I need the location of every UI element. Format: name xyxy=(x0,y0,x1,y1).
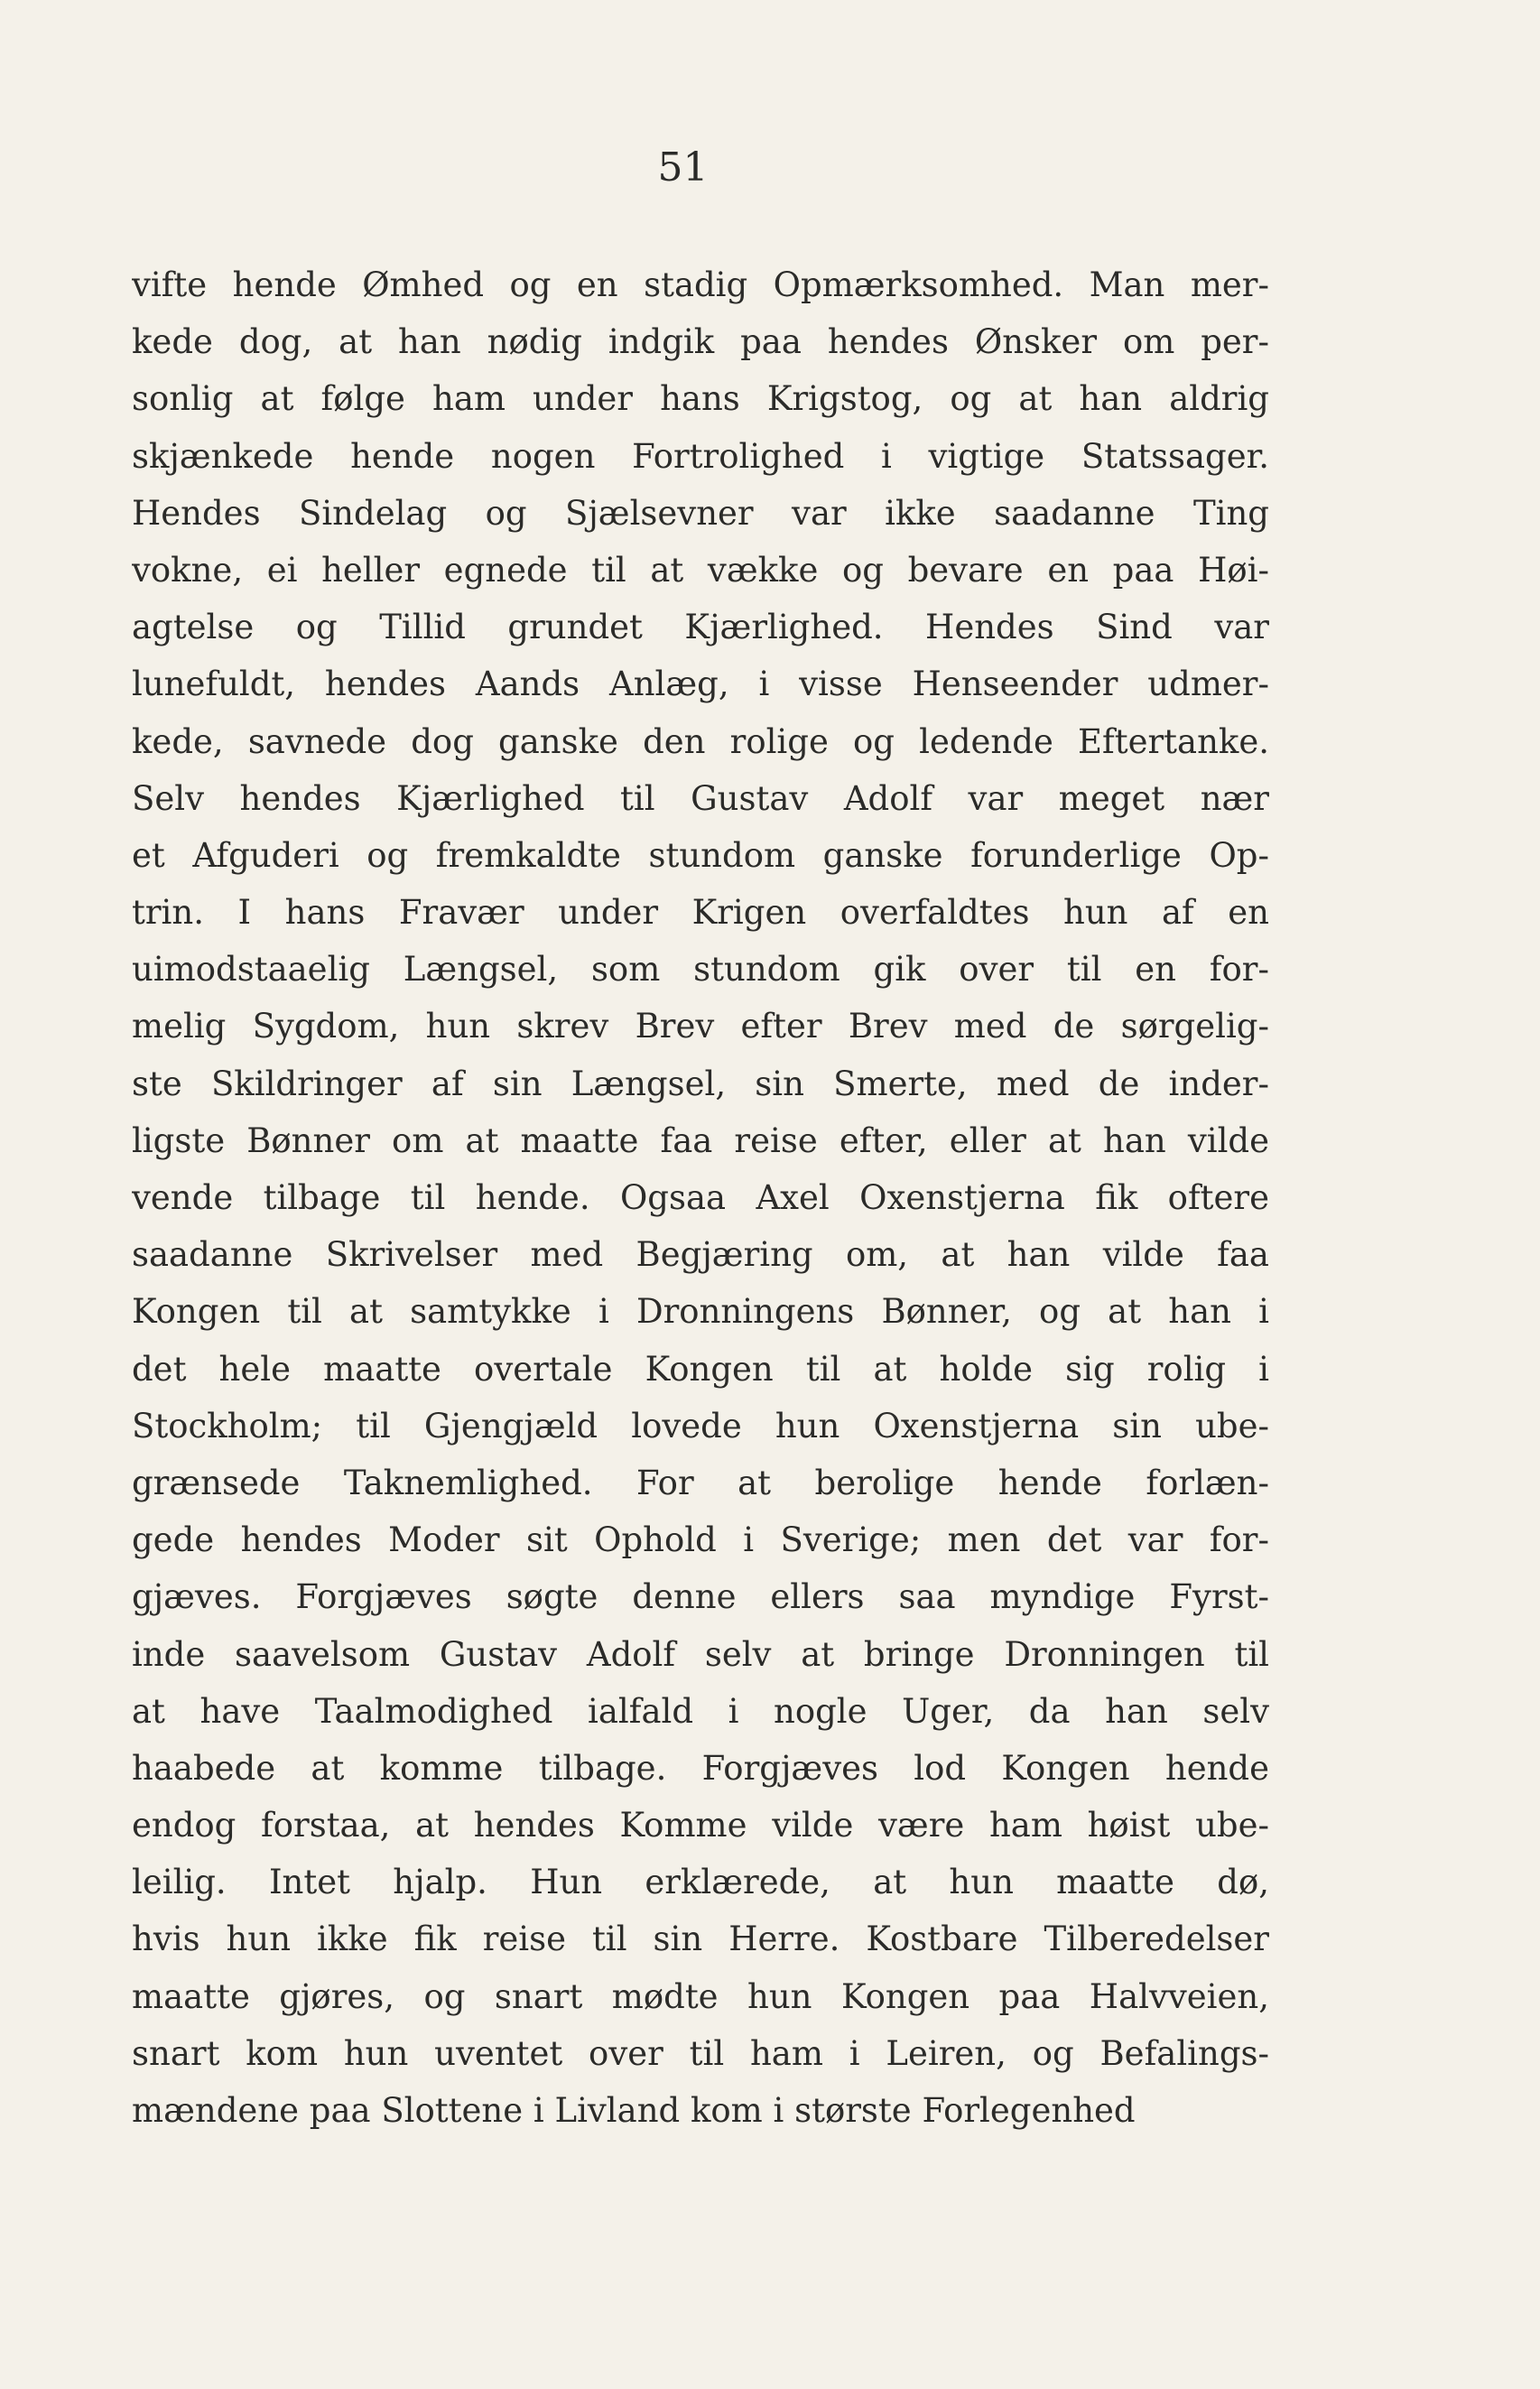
text-line: trin. I hans Fravær under Krigen overfaldtes hun af en xyxy=(132,893,1269,933)
text-line: mændene paa Slottene i Livland kom i største Forlegenhed xyxy=(132,2091,1136,2130)
text-line: vokne, ei heller egnede til at vække og bevare en paa Høi- xyxy=(132,550,1269,590)
text-line: saadanne Skrivelser med Begjæring om, at han vilde faa xyxy=(132,1235,1269,1275)
text-line: Stockholm; til Gjengjæld lovede hun Oxenstjerna sin ube- xyxy=(132,1406,1269,1445)
text-line: leilig. Intet hjalp. Hun erklærede, at hun maatte dø, xyxy=(132,1863,1269,1902)
text-line: hvis hun ikke fik reise til sin Herre. Kostbare Tilberedelser xyxy=(132,1920,1269,1959)
text-line: maatte gjøres, og snart mødte hun Kongen paa Halvveien, xyxy=(132,1976,1269,2016)
text-line: det hele maatte overtale Kongen til at holde sig rolig i xyxy=(132,1349,1269,1389)
body-text xyxy=(132,256,1269,2139)
text-line: grænsede Taknemlighed. For at berolige hende forlæn- xyxy=(132,1463,1269,1502)
text-line: inde saavelsom Gustav Adolf selv at bringe Dronningen til xyxy=(132,1634,1269,1674)
text-line: sonlig at følge ham under hans Krigstog, og at han aldrig xyxy=(132,379,1269,419)
text-line: haabede at komme tilbage. Forgjæves lod Kongen hende xyxy=(132,1748,1269,1788)
text-line: melig Sygdom, hun skrev Brev efter Brev med de sørgelig- xyxy=(132,1007,1269,1046)
text-line: lunefuldt, hendes Aands Anlæg, i visse Henseender udmer- xyxy=(132,665,1269,704)
text-line: et Afguderi og fremkaldte stundom ganske forunderlige Op- xyxy=(132,835,1269,875)
text-line: agtelse og Tillid grundet Kjærlighed. Hendes Sind var xyxy=(132,608,1269,647)
text-line: at have Taalmodighed ialfald i nogle Uger, da han selv xyxy=(132,1691,1269,1731)
text-line: kede, savnede dog ganske den rolige og ledende Eftertanke. xyxy=(132,721,1269,761)
text-line: vende tilbage til hende. Ogsaa Axel Oxenstjerna fik oftere xyxy=(132,1178,1269,1217)
text-line: kede dog, at han nødig indgik paa hendes Ønsker om per- xyxy=(132,322,1269,362)
text-line: Kongen til at samtykke i Dronningens Bønner, og at han i xyxy=(132,1292,1269,1332)
text-line: skjænkede hende nogen Fortrolighed i vigtige Statssager. xyxy=(132,436,1269,476)
page-number: 51 xyxy=(657,144,709,191)
text-line: Hendes Sindelag og Sjælsevner var ikke saadanne Ting xyxy=(132,493,1269,533)
text-line: gjæves. Forgjæves søgte denne ellers saa myndige Fyrst- xyxy=(132,1577,1269,1617)
text-line: vifte hende Ømhed og en stadig Opmærksomhed. Man mer- xyxy=(132,265,1269,304)
text-line: ste Skildringer af sin Længsel, sin Smerte, med de inder- xyxy=(132,1064,1269,1103)
text-line: endog forstaa, at hendes Komme vilde være ham høist ube- xyxy=(132,1806,1269,1845)
text-line: snart kom hun uventet over til ham i Leiren, og Befalings- xyxy=(132,2033,1269,2073)
text-line: gede hendes Moder sit Ophold i Sverige; men det var for- xyxy=(132,1520,1269,1560)
text-line: ligste Bønner om at maatte faa reise efter, eller at han vilde xyxy=(132,1120,1269,1160)
text-line: Selv hendes Kjærlighed til Gustav Adolf var meget nær xyxy=(132,778,1269,818)
text-line: uimodstaaelig Længsel, som stundom gik over til en for- xyxy=(132,950,1269,990)
